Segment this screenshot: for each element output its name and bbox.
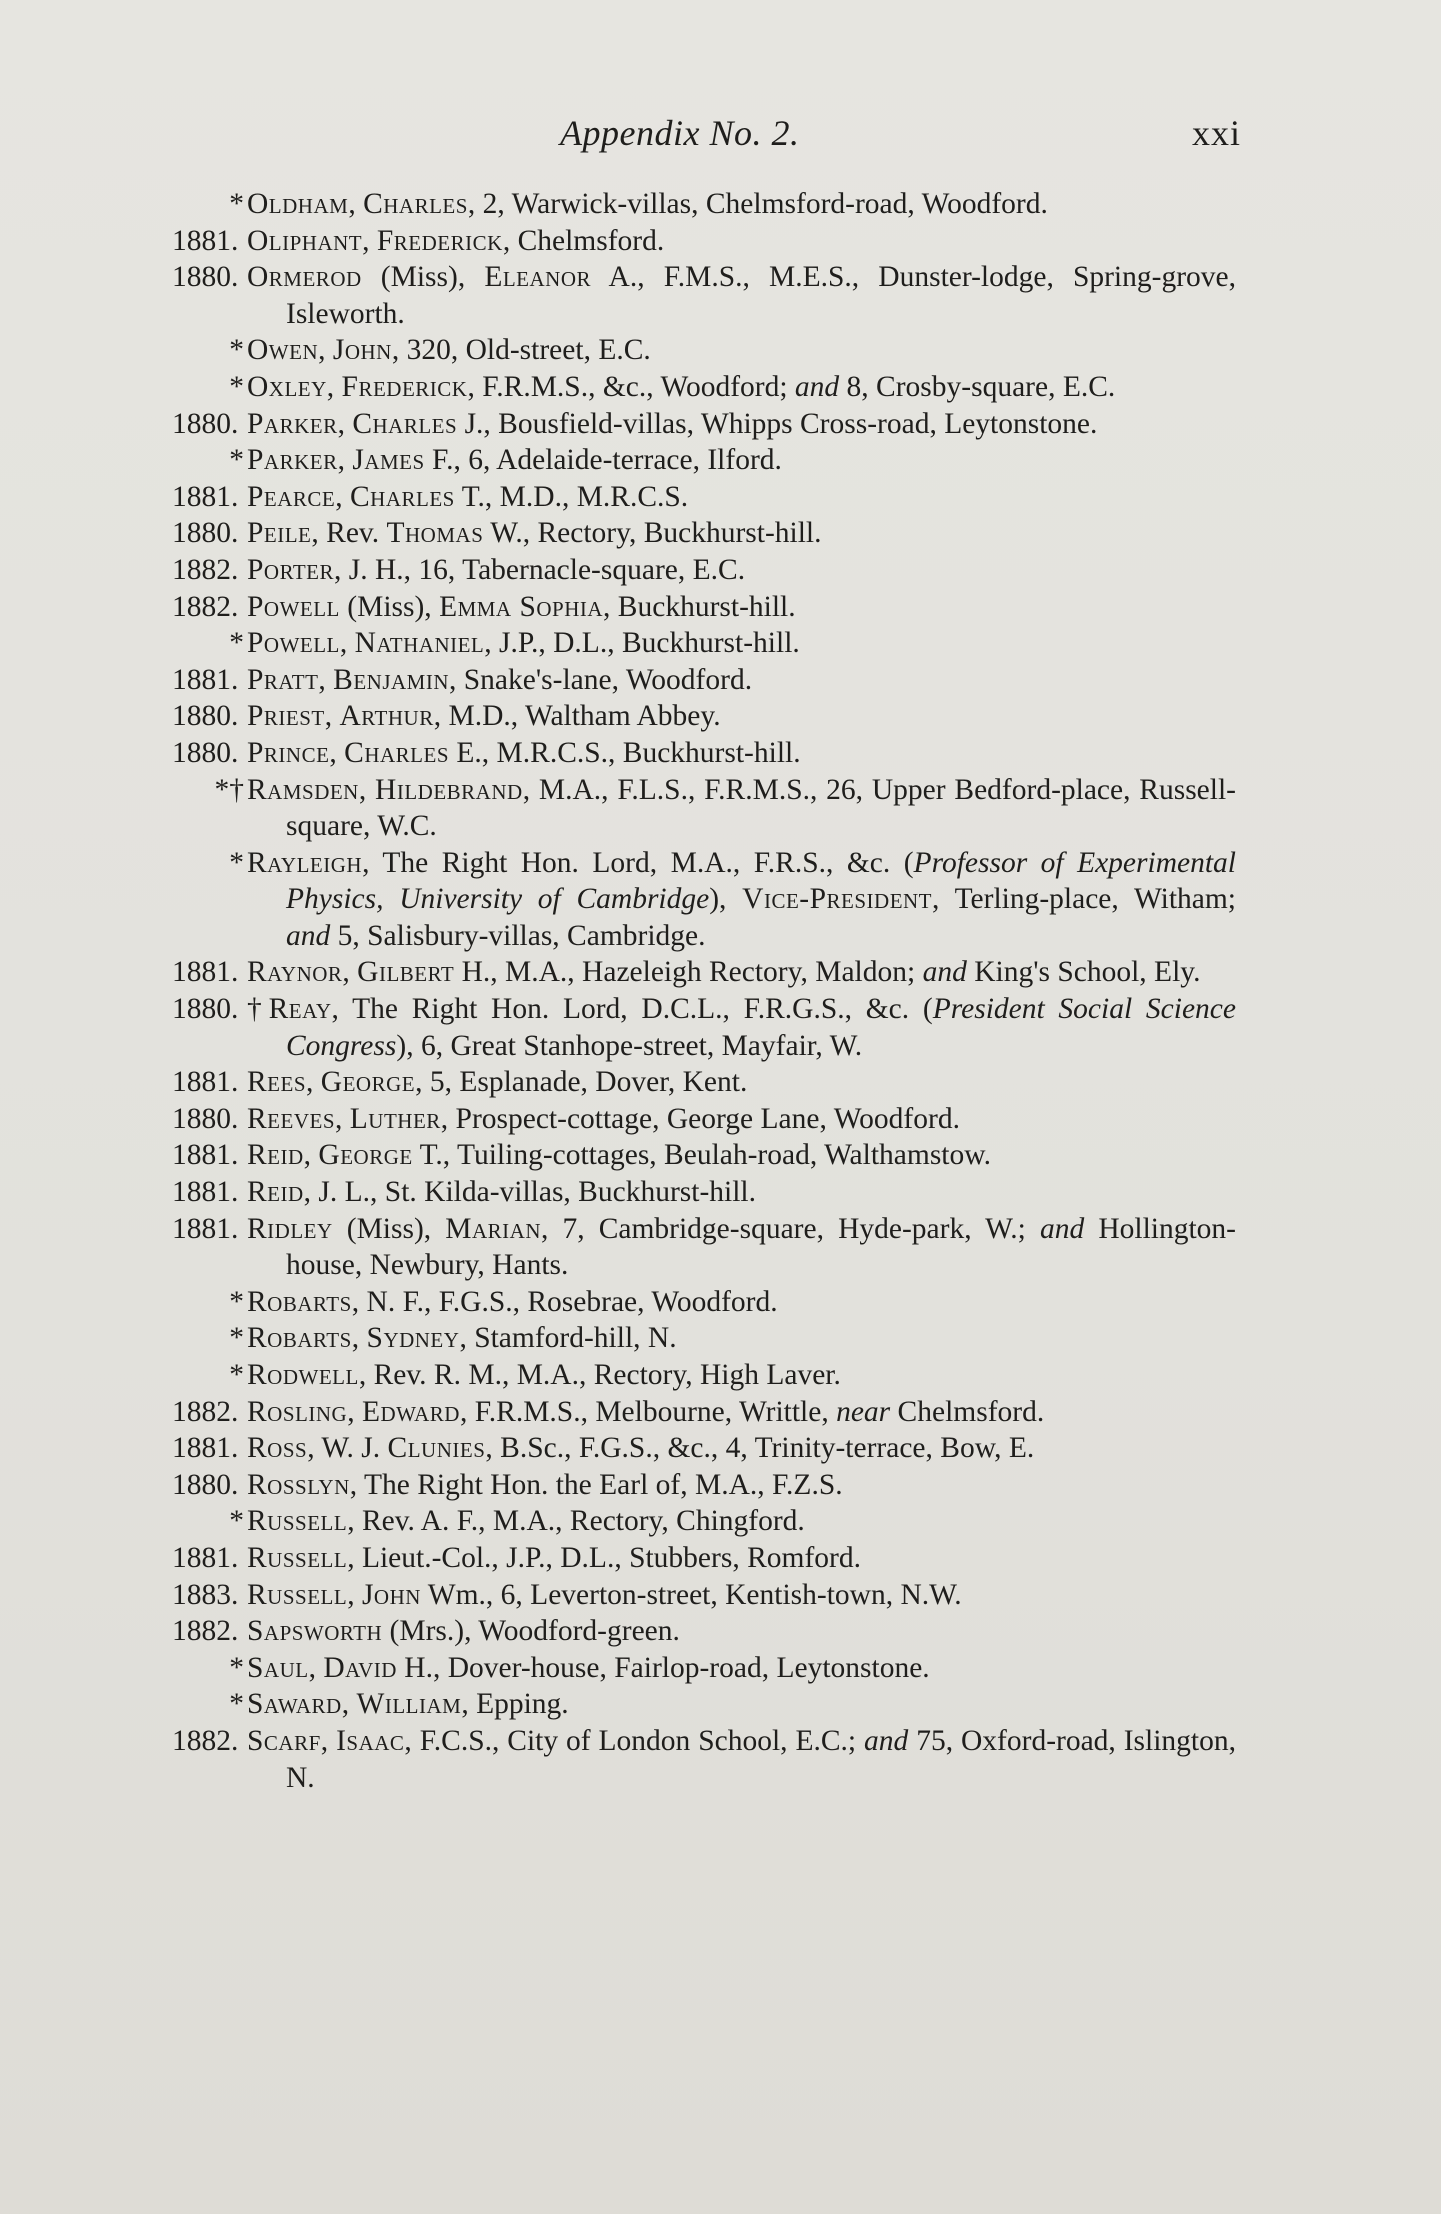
entry-text: F., 6, Adelaide-terrace, Ilford. bbox=[424, 444, 782, 477]
entry-year: 1880. bbox=[172, 407, 239, 440]
entry-given-name: Thomas bbox=[386, 517, 484, 550]
page-number: xxi bbox=[1191, 113, 1241, 153]
entry-mark: * bbox=[229, 370, 244, 403]
entry-text: (Miss), bbox=[332, 1212, 446, 1245]
entry-text: A., F.M.S., M.E.S., Dunster-lodge, Spring-grove, Isleworth. bbox=[286, 261, 1236, 330]
entry-mark: * bbox=[229, 1688, 244, 1721]
entry-text: E., M.R.C.S., Buckhurst-hill. bbox=[449, 736, 801, 769]
entry-italic: Professor of Experimental Physics, University of Cambridge bbox=[286, 846, 1236, 916]
entry-given-name: John bbox=[361, 1578, 421, 1611]
entry-text: , bbox=[318, 334, 333, 367]
list-item bbox=[0, 259, 1441, 332]
entry-surname: Ormerod bbox=[247, 261, 362, 294]
entry-year: 1881. bbox=[172, 956, 239, 989]
entry-italic: and bbox=[1039, 1212, 1085, 1245]
entry-text: T., M.D., M.R.C.S. bbox=[454, 480, 689, 513]
entry-given-name: Emma Sophia bbox=[439, 590, 604, 623]
entry-given-name: Isaac bbox=[336, 1724, 405, 1757]
list-item bbox=[0, 698, 1441, 735]
entry-text: , bbox=[347, 1578, 362, 1611]
list-item bbox=[0, 589, 1441, 626]
entry-text: King's School, Ely. bbox=[966, 956, 1201, 989]
member-list bbox=[0, 186, 1441, 1796]
entry-surname: Priest bbox=[247, 700, 325, 733]
entry-mark: * bbox=[229, 188, 244, 220]
entry-text: , Chelmsford. bbox=[502, 224, 665, 257]
entry-text: , Snake's-lane, Woodford. bbox=[449, 663, 753, 696]
entry-year: 1881. bbox=[172, 480, 239, 513]
entry-surname: Sapsworth bbox=[247, 1615, 383, 1648]
list-item bbox=[0, 1430, 1441, 1467]
entry-surname: Ramsden bbox=[247, 773, 359, 806]
entry-text: H., Dover-house, Fairlop-road, Leytonstone. bbox=[396, 1651, 930, 1684]
entry-text: , W. J. bbox=[307, 1432, 388, 1465]
entry-text: , 7, Cambridge-square, Hyde-park, W.; bbox=[541, 1212, 1040, 1245]
entry-text: , Stamford-hill, N. bbox=[459, 1322, 677, 1355]
entry-surname: Oxley bbox=[247, 370, 327, 403]
entry-surname: Ross bbox=[247, 1432, 308, 1465]
entry-text: , 5, Esplanade, Dover, Kent. bbox=[415, 1066, 748, 1099]
entry-given-name: George bbox=[320, 1066, 416, 1099]
entry-text: T., Tuiling-cottages, Beulah-road, Walthamstow. bbox=[412, 1139, 992, 1172]
entry-surname: Rosling bbox=[247, 1395, 348, 1428]
entry-given-name: Eleanor bbox=[484, 261, 592, 294]
list-item bbox=[0, 625, 1441, 662]
entry-surname: Rayleigh bbox=[247, 846, 363, 879]
entry-given-name: Charles bbox=[363, 188, 468, 220]
entry-surname: Parker bbox=[247, 444, 338, 477]
entry-given-name: Clunies bbox=[387, 1432, 486, 1465]
entry-text: , Epping. bbox=[461, 1688, 569, 1721]
entry-mark: * bbox=[229, 444, 244, 477]
entry-text: , J.P., D.L., Buckhurst-hill. bbox=[484, 627, 800, 660]
list-item bbox=[0, 1284, 1441, 1321]
list-item bbox=[0, 662, 1441, 699]
entry-text: , bbox=[320, 1724, 337, 1757]
entry-text: , 2, Warwick-villas, Chelmsford-road, Woodford. bbox=[467, 188, 1048, 220]
entry-text: , Terling-place, Witham; bbox=[932, 883, 1236, 916]
entry-surname: Prince bbox=[247, 736, 330, 769]
entry-italic: near bbox=[836, 1395, 891, 1428]
entry-text: (Miss), bbox=[361, 261, 485, 294]
entry-surname: Russell bbox=[247, 1541, 348, 1574]
entry-mark: * bbox=[229, 627, 244, 660]
entry-surname: Robarts bbox=[247, 1285, 352, 1318]
entry-italic: President Social Science Congress bbox=[286, 993, 1236, 1062]
entry-given-name: Hildebrand bbox=[375, 773, 523, 806]
list-item bbox=[0, 1064, 1441, 1101]
entry-surname: Peile bbox=[247, 517, 312, 550]
entry-surname: Reid bbox=[247, 1176, 304, 1209]
entry-surname: Reeves bbox=[247, 1102, 336, 1135]
entry-year: 1880. bbox=[172, 700, 239, 733]
entry-mark: * bbox=[229, 1322, 244, 1355]
entry-surname: Robarts bbox=[247, 1322, 352, 1355]
entry-text: , bbox=[341, 1688, 357, 1721]
entry-text: , F.R.M.S., Melbourne, Writtle, bbox=[459, 1395, 837, 1428]
list-item bbox=[0, 1503, 1441, 1540]
list-item bbox=[0, 332, 1441, 369]
entry-text: (Miss), bbox=[339, 590, 440, 623]
entry-text: , bbox=[324, 700, 340, 733]
entry-text: , bbox=[351, 1322, 367, 1355]
entry-text: , Rev. R. M., M.A., Rectory, High Laver. bbox=[358, 1359, 841, 1391]
list-item bbox=[0, 1357, 1441, 1394]
list-item bbox=[0, 479, 1441, 516]
entry-text: , bbox=[358, 773, 376, 806]
entry-surname: Oliphant bbox=[247, 224, 363, 257]
list-item bbox=[0, 954, 1441, 991]
entry-text: , J. H., 16, Tabernacle-square, E.C. bbox=[333, 553, 746, 586]
entry-surname: Rosslyn bbox=[247, 1468, 350, 1501]
entry-mark: *† bbox=[214, 773, 244, 806]
page-title: Appendix No. 2. bbox=[560, 113, 800, 153]
entry-text: , N. F., F.G.S., Rosebrae, Woodford. bbox=[351, 1285, 778, 1318]
entry-surname: †Reay bbox=[247, 993, 332, 1026]
list-item bbox=[0, 515, 1441, 552]
entry-text: , The Right Hon. Lord, M.A., F.R.S., &c. ( bbox=[362, 846, 914, 879]
entry-surname: Raynor bbox=[247, 956, 343, 989]
list-item bbox=[0, 1467, 1441, 1504]
entry-text: , bbox=[335, 480, 350, 513]
entry-text: , bbox=[348, 188, 364, 220]
entry-surname: Owen bbox=[247, 334, 319, 367]
entry-given-name: Charles bbox=[350, 480, 455, 513]
list-item bbox=[0, 186, 1441, 223]
entry-text: H., M.A., Hazeleigh Rectory, Maldon; bbox=[454, 956, 923, 989]
entry-text: , The Right Hon. the Earl of, M.A., F.Z.S. bbox=[349, 1468, 843, 1501]
entry-text: , bbox=[362, 224, 377, 257]
entry-year: 1881. bbox=[172, 1541, 239, 1574]
entry-text: , J. L., St. Kilda-villas, Buckhurst-hill. bbox=[303, 1176, 756, 1209]
entry-year: 1881. bbox=[172, 1176, 239, 1209]
entry-year: 1881. bbox=[172, 1139, 239, 1172]
entry-text: , F.C.S., City of London School, E.C.; bbox=[404, 1724, 865, 1757]
list-item bbox=[0, 406, 1441, 443]
entry-text: , bbox=[306, 1066, 321, 1099]
entry-text: , Buckhurst-hill. bbox=[603, 590, 796, 623]
entry-text: , The Right Hon. Lord, D.C.L., F.R.G.S., &c. ( bbox=[331, 993, 933, 1026]
entry-mark: * bbox=[229, 1505, 244, 1538]
entry-mark: * bbox=[229, 1285, 244, 1318]
entry-text: W., Rectory, Buckhurst-hill. bbox=[483, 517, 822, 550]
list-item bbox=[0, 552, 1441, 589]
entry-mark: * bbox=[229, 334, 244, 367]
entry-surname: Rees bbox=[247, 1066, 307, 1099]
list-item bbox=[0, 1101, 1441, 1138]
list-item bbox=[0, 845, 1441, 955]
entry-text: ), 6, Great Stanhope-street, Mayfair, W. bbox=[396, 1029, 863, 1062]
list-item bbox=[0, 442, 1441, 479]
entry-text: , bbox=[329, 736, 345, 769]
entry-year: 1881. bbox=[172, 1432, 239, 1465]
entry-text: , M.A., F.L.S., F.R.M.S., 26, Upper Bedford-place, Russell-square, W.C. bbox=[286, 773, 1236, 843]
entry-given-name: Charles bbox=[352, 407, 458, 440]
entry-year: 1880. bbox=[172, 1468, 239, 1501]
entry-year: 1880. bbox=[172, 261, 239, 294]
entry-text: , Lieut.-Col., J.P., D.L., Stubbers, Romford. bbox=[347, 1541, 861, 1574]
list-item bbox=[0, 1211, 1441, 1284]
entry-text: , bbox=[337, 407, 353, 440]
entry-text: , B.Sc., F.G.S., &c., 4, Trinity-terrace, Bow, E. bbox=[485, 1432, 1035, 1465]
entry-text: , bbox=[342, 956, 358, 989]
entry-year: 1882. bbox=[172, 1724, 239, 1757]
entry-text: , bbox=[347, 1395, 362, 1428]
list-item bbox=[0, 1137, 1441, 1174]
entry-year: 1882. bbox=[172, 553, 239, 586]
entry-given-name: Charles bbox=[344, 736, 450, 769]
list-item bbox=[0, 1686, 1441, 1723]
entry-text: , M.D., Waltham Abbey. bbox=[433, 700, 721, 733]
entry-surname: Saul bbox=[247, 1651, 309, 1684]
entry-mark: * bbox=[229, 1359, 244, 1391]
entry-text: , bbox=[337, 444, 353, 477]
entry-surname: Powell bbox=[247, 627, 340, 660]
list-item bbox=[0, 1723, 1441, 1796]
entry-text: , bbox=[339, 627, 355, 660]
entry-given-name: David bbox=[323, 1651, 397, 1684]
entry-year: 1882. bbox=[172, 1395, 239, 1428]
entry-text: (Mrs.), Woodford-green. bbox=[382, 1615, 680, 1648]
entry-mark: * bbox=[229, 846, 244, 879]
entry-text: , Rev. bbox=[311, 517, 387, 550]
entry-surname: Pratt bbox=[247, 663, 319, 696]
entry-text: , bbox=[303, 1139, 319, 1172]
entry-text: J., Bousfield-villas, Whipps Cross-road, Leytonstone. bbox=[457, 407, 1098, 440]
list-item bbox=[0, 1577, 1441, 1614]
list-item bbox=[0, 1613, 1441, 1650]
list-item bbox=[0, 1394, 1441, 1431]
entry-italic: and bbox=[922, 956, 967, 989]
entry-smallcaps: Vice-President bbox=[742, 883, 933, 916]
entry-given-name: Edward bbox=[361, 1395, 460, 1428]
entry-year: 1882. bbox=[172, 1615, 239, 1648]
entry-given-name: James bbox=[352, 444, 425, 477]
entry-text: 8, Crosby-square, E.C. bbox=[839, 370, 1116, 403]
entry-given-name: Marian bbox=[445, 1212, 541, 1245]
entry-text: 75, Oxford-road, Islington, N. bbox=[286, 1724, 1236, 1794]
entry-text: ), bbox=[709, 883, 743, 916]
entry-surname: Pearce bbox=[247, 480, 336, 513]
list-item bbox=[0, 991, 1441, 1064]
entry-text: , bbox=[335, 1102, 350, 1135]
list-item bbox=[0, 1320, 1441, 1357]
entry-mark: * bbox=[229, 1651, 244, 1684]
entry-given-name: George bbox=[318, 1139, 413, 1172]
entry-given-name: Frederick bbox=[341, 370, 468, 403]
entry-italic: and bbox=[794, 370, 840, 403]
entry-surname: Saward bbox=[247, 1688, 342, 1721]
entry-given-name: Benjamin bbox=[333, 663, 450, 696]
page-header bbox=[0, 112, 1441, 162]
entry-surname: Oldham bbox=[247, 188, 349, 220]
list-item bbox=[0, 1650, 1441, 1687]
entry-text: Wm., 6, Leverton-street, Kentish-town, N.W. bbox=[420, 1578, 962, 1611]
list-item bbox=[0, 1174, 1441, 1211]
entry-year: 1883. bbox=[172, 1578, 239, 1611]
entry-surname: Reid bbox=[247, 1139, 304, 1172]
entry-year: 1880. bbox=[172, 517, 239, 550]
entry-year: 1880. bbox=[172, 1102, 239, 1135]
entry-text: Chelmsford. bbox=[890, 1395, 1045, 1428]
entry-surname: Russell bbox=[247, 1505, 348, 1538]
entry-text: , 320, Old-street, E.C. bbox=[391, 334, 651, 367]
entry-year: 1880. bbox=[172, 993, 239, 1026]
entry-surname: Parker bbox=[247, 407, 338, 440]
entry-surname: Scarf bbox=[247, 1724, 321, 1757]
list-item bbox=[0, 772, 1441, 845]
entry-surname: Porter bbox=[247, 553, 334, 586]
entry-surname: Rodwell bbox=[247, 1359, 359, 1391]
list-item bbox=[0, 735, 1441, 772]
entry-given-name: Frederick bbox=[376, 224, 503, 257]
entry-text: 5, Salisbury-villas, Cambridge. bbox=[330, 919, 706, 952]
list-item bbox=[0, 369, 1441, 406]
entry-text: , F.R.M.S., &c., Woodford; bbox=[467, 370, 795, 403]
list-item bbox=[0, 1540, 1441, 1577]
entry-given-name: Sydney bbox=[366, 1322, 460, 1355]
entry-year: 1881. bbox=[172, 224, 239, 257]
entry-text: , bbox=[326, 370, 342, 403]
entry-surname: Ridley bbox=[247, 1212, 333, 1245]
entry-italic: and bbox=[286, 919, 331, 952]
entry-given-name: Nathaniel bbox=[354, 627, 485, 660]
entry-given-name: John bbox=[332, 334, 392, 367]
entry-year: 1881. bbox=[172, 663, 239, 696]
entry-surname: Powell bbox=[247, 590, 340, 623]
entry-given-name: Luther bbox=[349, 1102, 441, 1135]
entry-given-name: Arthur bbox=[339, 700, 434, 733]
entry-year: 1882. bbox=[172, 590, 239, 623]
entry-surname: Russell bbox=[247, 1578, 348, 1611]
entry-text: , Rev. A. F., M.A., Rectory, Chingford. bbox=[347, 1505, 805, 1538]
entry-text: , bbox=[318, 663, 334, 696]
entry-year: 1880. bbox=[172, 736, 239, 769]
entry-given-name: William bbox=[356, 1688, 462, 1721]
entry-text: Hollington-house, Newbury, Hants. bbox=[286, 1212, 1236, 1282]
entry-text: , bbox=[308, 1651, 324, 1684]
entry-year: 1881. bbox=[172, 1212, 239, 1245]
entry-italic: and bbox=[864, 1724, 909, 1757]
entry-given-name: Gilbert bbox=[357, 956, 455, 989]
entry-text: , Prospect-cottage, George Lane, Woodford. bbox=[440, 1102, 960, 1135]
list-item bbox=[0, 223, 1441, 260]
entry-year: 1881. bbox=[172, 1066, 239, 1099]
